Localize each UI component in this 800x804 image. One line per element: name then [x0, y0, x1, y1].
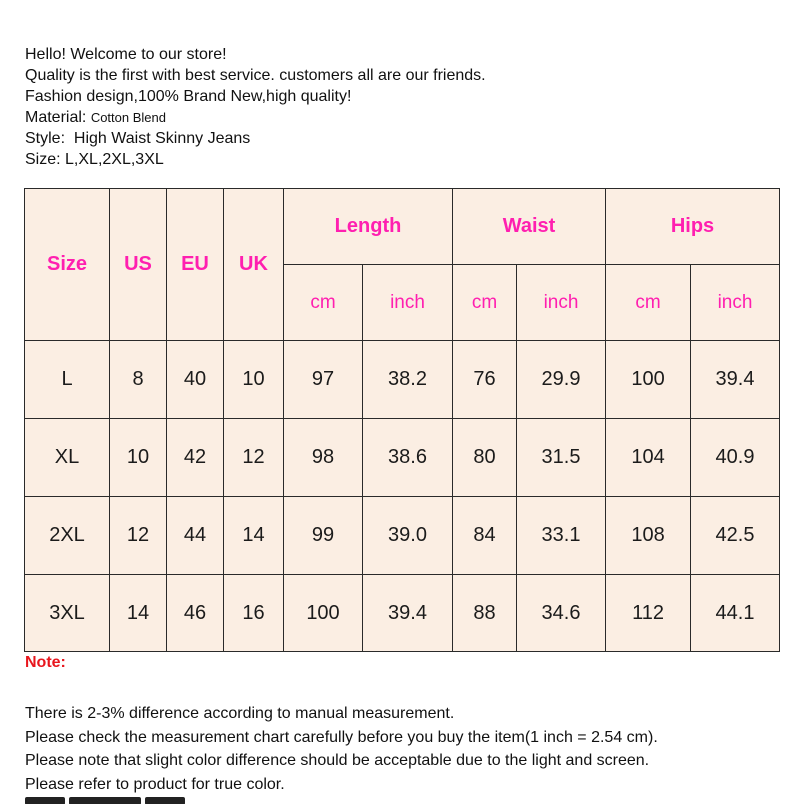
cell-length-inch: 38.6: [363, 419, 453, 497]
note-list: [25, 702, 658, 796]
fashion-line: Fashion design,100% Brand New,high quality!: [25, 88, 352, 105]
cell-uk: 10: [224, 341, 284, 419]
header-eu: EU: [167, 189, 224, 341]
cell-uk: 14: [224, 497, 284, 575]
header-waist: Waist: [453, 189, 606, 265]
cell-uk: 12: [224, 419, 284, 497]
table-row: [25, 419, 780, 497]
unit-hips-inch: inch: [691, 265, 780, 341]
cell-waist-cm: 84: [453, 497, 517, 575]
unit-waist-inch: inch: [517, 265, 606, 341]
unit-hips-cm: cm: [606, 265, 691, 341]
unit-length-cm: cm: [284, 265, 363, 341]
note-line: There is 2-3% difference according to manual measurement.: [25, 705, 455, 722]
table-row: [25, 497, 780, 575]
cell-us: 8: [110, 341, 167, 419]
header-us: US: [110, 189, 167, 341]
cell-length-inch: 38.2: [363, 341, 453, 419]
cell-length-cm: 99: [284, 497, 363, 575]
cell-us: 12: [110, 497, 167, 575]
note-line: Please refer to product for true color.: [25, 775, 285, 793]
cell-waist-cm: 76: [453, 341, 517, 419]
size-line: [25, 149, 486, 170]
cell-size: XL: [25, 419, 110, 497]
header-length: Length: [284, 189, 453, 265]
table-row: [25, 341, 780, 419]
cell-length-cm: 98: [284, 419, 363, 497]
cell-hips-inch: 40.9: [691, 419, 780, 497]
note-line: Please check the measurement chart carefully before you buy the item(1 inch = 2.54 cm).: [25, 728, 658, 746]
cell-waist-inch: 33.1: [517, 497, 606, 575]
cell-size: 2XL: [25, 497, 110, 575]
cell-waist-inch: 34.6: [517, 575, 606, 652]
cell-waist-cm: 88: [453, 575, 517, 652]
material-line: [25, 107, 486, 128]
cell-eu: 40: [167, 341, 224, 419]
cell-waist-inch: 29.9: [517, 341, 606, 419]
cell-uk: 16: [224, 575, 284, 652]
note-title: Note:: [25, 654, 66, 671]
cell-hips-cm: 108: [606, 497, 691, 575]
note-line: Please note that slight color difference should be acceptable due to the light and screen.: [25, 752, 650, 769]
cell-hips-inch: 42.5: [691, 497, 780, 575]
header-uk: UK: [224, 189, 284, 341]
cell-waist-cm: 80: [453, 419, 517, 497]
cropped-text-line: [25, 792, 195, 804]
header-hips: Hips: [606, 189, 780, 265]
cell-us: 10: [110, 419, 167, 497]
cell-eu: 42: [167, 419, 224, 497]
cell-eu: 44: [167, 497, 224, 575]
cell-size: 3XL: [25, 575, 110, 652]
intro-text: [25, 44, 486, 170]
size-value: L,XL,2XL,3XL: [65, 151, 164, 168]
cell-hips-inch: 39.4: [691, 341, 780, 419]
cell-hips-cm: 100: [606, 341, 691, 419]
cell-hips-inch: 44.1: [691, 575, 780, 652]
table-row: [25, 575, 780, 652]
material-value: Cotton Blend: [90, 110, 166, 125]
size-chart: [24, 188, 779, 651]
cell-size: L: [25, 341, 110, 419]
cell-us: 14: [110, 575, 167, 652]
cell-length-cm: 97: [284, 341, 363, 419]
material-label: Material:: [25, 109, 87, 126]
header-size: Size: [25, 189, 110, 341]
style-label: Style:: [25, 130, 66, 147]
size-label: Size:: [25, 151, 61, 168]
greeting-line: Hello! Welcome to our store!: [25, 46, 227, 63]
cell-hips-cm: 104: [606, 419, 691, 497]
style-value: High Waist Skinny Jeans: [73, 130, 251, 147]
header-row: [25, 189, 780, 265]
cell-length-inch: 39.4: [363, 575, 453, 652]
unit-waist-cm: cm: [453, 265, 517, 341]
style-line: [25, 128, 486, 149]
size-table: [24, 188, 780, 652]
cell-hips-cm: 112: [606, 575, 691, 652]
unit-length-inch: inch: [363, 265, 453, 341]
cell-length-inch: 39.0: [363, 497, 453, 575]
quality-line: Quality is the first with best service. customers all are our friends.: [25, 67, 486, 84]
cell-length-cm: 100: [284, 575, 363, 652]
cell-waist-inch: 31.5: [517, 419, 606, 497]
cell-eu: 46: [167, 575, 224, 652]
